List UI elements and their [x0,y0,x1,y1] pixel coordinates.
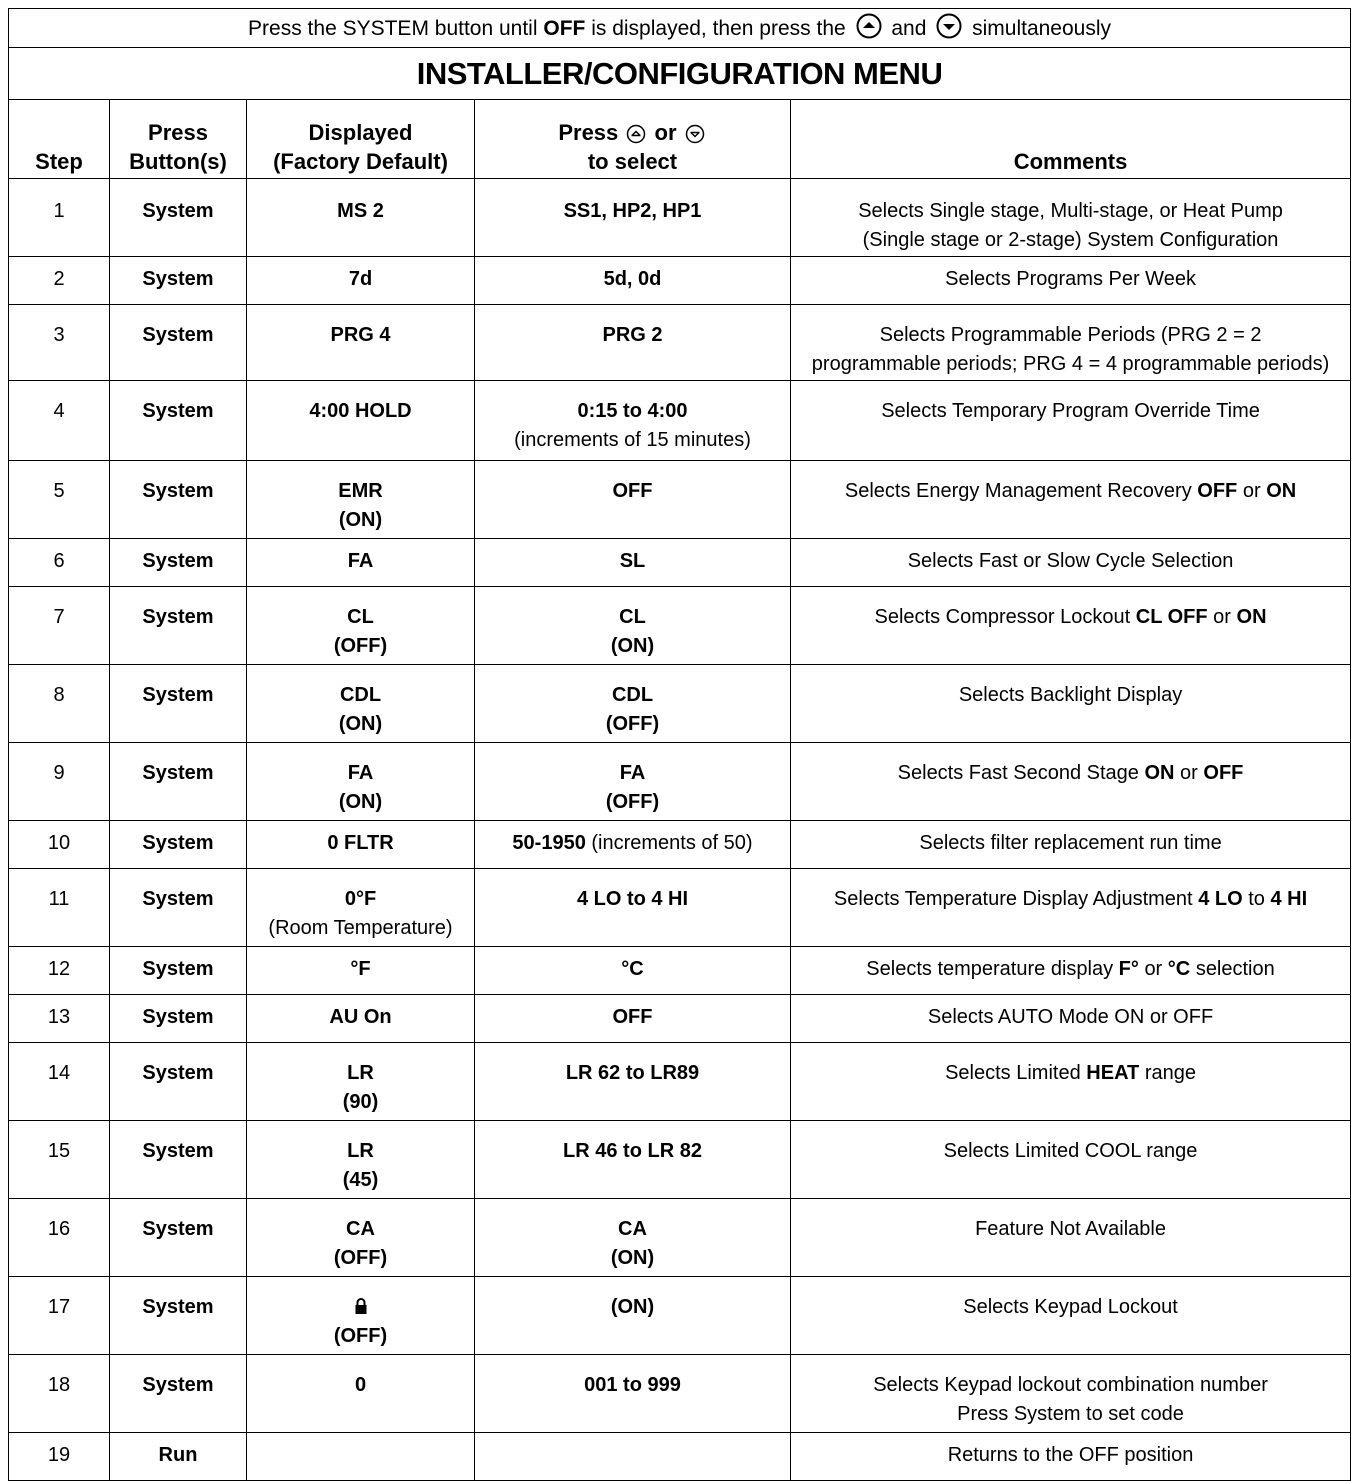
cell-button: System [110,461,247,539]
installer-config-table [8,8,1351,1481]
cell-comment: Selects Backlight Display [791,665,1351,743]
cell-button: Run [110,1433,247,1481]
cell-step: 16 [9,1199,110,1277]
cell-comment: Selects Compressor Lockout CL OFF or ON [791,587,1351,665]
instruction-row [9,9,1351,48]
cell-comment: Selects Energy Management Recovery OFF or ON [791,461,1351,539]
cell-step: 19 [9,1433,110,1481]
cell-button: System [110,179,247,257]
cell-comment: Selects Fast or Slow Cycle Selection [791,539,1351,587]
cell-select: OFF [475,461,791,539]
cell-select: CA (ON) [475,1199,791,1277]
cell-step: 12 [9,947,110,995]
header-comments: Comments [791,100,1351,179]
menu-title: INSTALLER/CONFIGURATION MENU [9,48,1351,100]
cell-comment: Selects Keypad Lockout [791,1277,1351,1355]
down-arrow-button-icon [936,13,962,39]
table-row [9,539,1351,587]
cell-select: LR 46 to LR 82 [475,1121,791,1199]
table-row [9,1433,1351,1481]
cell-select: 0:15 to 4:00 (increments of 15 minutes) [475,381,791,461]
cell-step: 17 [9,1277,110,1355]
cell-displayed: FA [247,539,475,587]
cell-displayed: 7d [247,257,475,305]
cell-step: 4 [9,381,110,461]
cell-select: OFF [475,995,791,1043]
cell-button: System [110,587,247,665]
cell-displayed: CA (OFF) [247,1199,475,1277]
table-row [9,995,1351,1043]
cell-select: 001 to 999 [475,1355,791,1433]
table-row [9,381,1351,461]
cell-displayed: CL (OFF) [247,587,475,665]
cell-comment: Selects AUTO Mode ON or OFF [791,995,1351,1043]
cell-select [475,1433,791,1481]
cell-button: System [110,381,247,461]
table-row [9,1043,1351,1121]
cell-select: 5d, 0d [475,257,791,305]
cell-comment: Feature Not Available [791,1199,1351,1277]
cell-button: System [110,947,247,995]
cell-displayed: LR (45) [247,1121,475,1199]
cell-button: System [110,1121,247,1199]
cell-step: 6 [9,539,110,587]
cell-select: PRG 2 [475,305,791,381]
cell-comment: Selects filter replacement run time [791,821,1351,869]
cell-step: 11 [9,869,110,947]
up-arrow-icon [626,124,646,144]
table-row [9,179,1351,257]
cell-comment: Selects Programmable Periods (PRG 2 = 2 programmable periods; PRG 4 = 4 programmable periods) [791,305,1351,381]
cell-displayed [247,1433,475,1481]
cell-button: System [110,1043,247,1121]
cell-comment: Selects Single stage, Multi-stage, or Heat Pump (Single stage or 2-stage) System Configuration [791,179,1351,257]
cell-comment: Selects Temperature Display Adjustment 4 LO to 4 HI [791,869,1351,947]
cell-displayed: FA (ON) [247,743,475,821]
cell-comment: Selects Limited COOL range [791,1121,1351,1199]
cell-displayed: MS 2 [247,179,475,257]
cell-button: System [110,1199,247,1277]
header-select: Press or to select [475,100,791,179]
table-row [9,821,1351,869]
cell-select: CL (ON) [475,587,791,665]
cell-comment: Selects Fast Second Stage ON or OFF [791,743,1351,821]
table-row [9,1277,1351,1355]
cell-select: °C [475,947,791,995]
cell-displayed: 0 FLTR [247,821,475,869]
cell-displayed: AU On [247,995,475,1043]
cell-button: System [110,257,247,305]
lock-icon [354,1297,368,1315]
table-row [9,947,1351,995]
cell-comment: Returns to the OFF position [791,1433,1351,1481]
table-row [9,1121,1351,1199]
cell-select: (ON) [475,1277,791,1355]
cell-displayed: 4:00 HOLD [247,381,475,461]
cell-button: System [110,1277,247,1355]
cell-displayed: 0 [247,1355,475,1433]
table-row [9,1355,1351,1433]
cell-displayed: EMR (ON) [247,461,475,539]
table-row [9,587,1351,665]
table-row [9,665,1351,743]
table-row [9,743,1351,821]
cell-select: CDL (OFF) [475,665,791,743]
cell-step: 5 [9,461,110,539]
cell-step: 2 [9,257,110,305]
header-press-buttons: Press Button(s) [110,100,247,179]
cell-displayed: CDL (ON) [247,665,475,743]
header-row [9,100,1351,179]
cell-displayed: LR (90) [247,1043,475,1121]
cell-button: System [110,305,247,381]
cell-select: 4 LO to 4 HI [475,869,791,947]
cell-step: 1 [9,179,110,257]
table-row [9,305,1351,381]
title-row [9,48,1351,100]
cell-step: 10 [9,821,110,869]
down-arrow-icon [685,124,705,144]
cell-comment: Selects Keypad lockout combination number Press System to set code [791,1355,1351,1433]
header-displayed: Displayed (Factory Default) [247,100,475,179]
cell-step: 15 [9,1121,110,1199]
cell-step: 14 [9,1043,110,1121]
cell-displayed: °F [247,947,475,995]
cell-step: 18 [9,1355,110,1433]
cell-button: System [110,869,247,947]
cell-select: LR 62 to LR89 [475,1043,791,1121]
cell-displayed: (OFF) [247,1277,475,1355]
installer-menu-sheet [8,8,1350,1481]
cell-comment: Selects Limited HEAT range [791,1043,1351,1121]
cell-button: System [110,1355,247,1433]
cell-step: 9 [9,743,110,821]
table-row [9,461,1351,539]
cell-select: SS1, HP2, HP1 [475,179,791,257]
cell-comment: Selects Temporary Program Override Time [791,381,1351,461]
table-row [9,869,1351,947]
cell-select: SL [475,539,791,587]
cell-step: 3 [9,305,110,381]
cell-button: System [110,743,247,821]
cell-displayed: PRG 4 [247,305,475,381]
cell-step: 7 [9,587,110,665]
cell-displayed: 0°F (Room Temperature) [247,869,475,947]
instruction-text: Press the SYSTEM button until OFF is displayed, then press the and simultaneously [9,9,1351,48]
cell-button: System [110,821,247,869]
table-row [9,1199,1351,1277]
header-step: Step [9,100,110,179]
cell-button: System [110,539,247,587]
table-row [9,257,1351,305]
cell-step: 8 [9,665,110,743]
cell-comment: Selects Programs Per Week [791,257,1351,305]
cell-button: System [110,665,247,743]
up-arrow-button-icon [856,13,882,39]
cell-button: System [110,995,247,1043]
cell-select: 50-1950 (increments of 50) [475,821,791,869]
cell-comment: Selects temperature display F° or °C selection [791,947,1351,995]
cell-step: 13 [9,995,110,1043]
cell-select: FA (OFF) [475,743,791,821]
